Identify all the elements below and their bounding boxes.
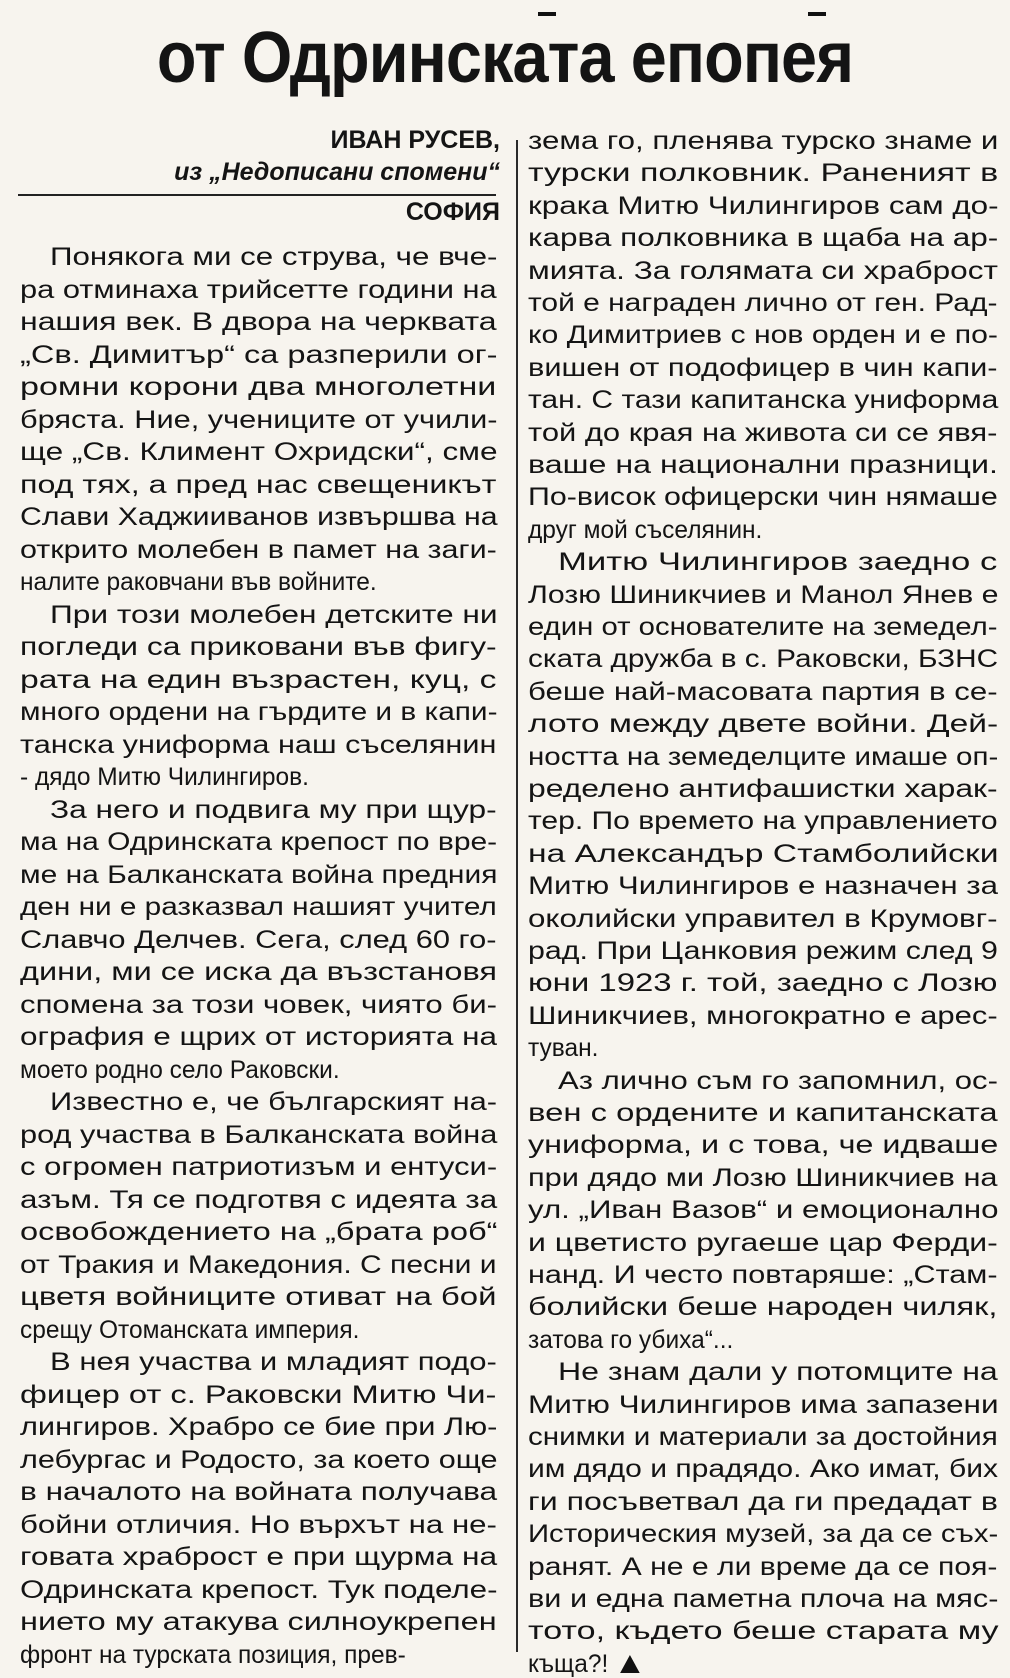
text-line: униформа, и с това, че идваше [528,1131,999,1159]
text-line: нанд. И често повтаряше: „Стам- [528,1261,998,1289]
text-line: той до края на живота си се явя- [528,419,998,447]
text-line: погледи са приковани във фигу- [20,633,497,661]
text-line: вишен от подофицер в чин капи- [528,354,998,382]
text-line: фицер от с. Раковски Митю Чи- [20,1381,497,1409]
text-line: от Тракия и Македония. С песни и [20,1251,497,1279]
text-line: говата храброст е при щурма на [20,1543,498,1571]
text-line: бойни отличия. Но върхът на не- [20,1511,497,1539]
text-line: лебургас и Родосто, за което още [20,1446,498,1474]
text-line: ме на Балканската война предния [20,861,498,889]
text-line: цветя войниците отиват на бой [20,1283,497,1311]
text-line: Митю Чилингиров има запазени [528,1391,999,1419]
text-line: Понякога ми се струва, че вче- [50,243,498,271]
text-line: „Св. Димитър“ са разперили ог- [20,341,498,369]
byline-rule [18,194,496,196]
column-divider [516,140,518,1652]
text-line: ра отминаха трийсетте години на [20,276,497,304]
text-line: турски полковник. Раненият в [528,159,999,187]
text-line: много ордени на гърдите и в капи- [20,698,498,726]
text-line: къща?! [528,1652,640,1677]
text-line: един от основателите на земедел- [528,613,998,641]
text-line: Известно е, че българският на- [50,1088,498,1116]
end-of-article-triangle-icon [620,1655,640,1673]
text-line: дини, ми се иска да възстановя [20,958,497,986]
text-line: тан. С тази капитанска униформа [528,386,999,414]
text-line: ул. „Иван Вазов“ и емоционално [528,1196,999,1224]
text-line: Слави Хаджииванов извършва на [20,503,498,531]
byline-author: ИВАН РУСЕВ, [330,126,500,154]
text-line: вен с ордените и капитанската [528,1099,998,1127]
text-line: танска униформа наш съселянин [20,731,497,759]
text-line: и цветисто ругаеше цар Ферди- [528,1229,998,1257]
text-line: болийски беше народен чиляк, [528,1293,998,1321]
text-line: крака Митю Чилингиров сам до- [528,192,999,220]
text-line: Не знам дали у потомците на [558,1358,998,1386]
text-line: фронт на турската позиция, прев- [20,1641,406,1669]
text-line: род участва в Балканската война [20,1121,498,1149]
text-line: ваше на национални празници. [528,451,998,479]
text-line: В нея участва и младият подо- [50,1348,497,1376]
text-line: бряста. Ние, учениците от учили- [20,406,498,434]
text-line: ределено антифашистки харак- [528,775,998,803]
text-line: тер. По времето на управлението [528,807,998,835]
text-line: ги посъветвал да ги предадат в [528,1488,998,1516]
text-line: друг мой съселянин. [528,516,763,544]
text-line: туван. [528,1034,599,1062]
text-line: азъм. Тя се подготвя с идеята за [20,1186,498,1214]
text-line: ската дружба в с. Раковски, БЗНС [528,645,999,673]
text-line: беше най-масовата партия в се- [528,678,998,706]
text-line: спомена за този човек, чиято би- [20,991,497,1019]
text-line: ма на Одринската крепост по вре- [20,828,498,856]
text-line: под тях, а пред нас свещеникът [20,471,497,499]
print-mark-left [538,12,556,16]
text-line: - дядо Митю Чилингиров. [20,763,309,791]
text-line: Лозю Шиникчиев и Манол Янев е [528,581,999,609]
text-line: лото между двете войни. Дей- [528,710,999,738]
byline-source: из „Недописани спомени“ [174,158,500,186]
text-line: ността на земеделците имаше оп- [528,743,999,771]
text-line: Историческия музей, за да се съх- [528,1520,999,1548]
text-line: Митю Чилингиров заедно с [558,548,998,576]
text-line: при дядо ми Лозю Шиникчиев на [528,1164,998,1192]
text-line: мията. За голямата си храброст [528,257,999,285]
text-line: ромни корони два многолетни [20,373,497,401]
text-line: лингиров. Храбро се бие при Лю- [20,1413,498,1441]
text-line: с огромен патриотизъм и ентуси- [20,1153,498,1181]
text-line: зема го, пленява турско знаме и [528,127,999,155]
text-line: ранят. А не е ли време да се поя- [528,1553,998,1581]
text-line: околийски управител в Крумовг- [528,905,998,933]
text-line: затова го убиха“... [528,1326,734,1354]
text-line: Одринската крепост. Тук поделе- [20,1576,498,1604]
text-line: рад. При Цанковия режим след 9 [528,937,998,965]
text-line: По-висок офицерски чин нямаше [528,483,998,511]
text-line: ко Димитриев с нов орден и е по- [528,321,998,349]
text-line: нашия век. В двора на черквата [20,308,497,336]
byline-city: СОФИЯ [405,198,500,226]
print-mark-right [808,12,826,16]
text-line: моето родно село Раковски. [20,1056,340,1084]
text-line: юни 1923 г. той, заедно с Лозю [528,969,998,997]
article-headline: от Одринската епопея [156,18,854,98]
text-line: Шиникчиев, многократно е арес- [528,1002,998,1030]
text-line: ви и една паметна плоча на мяс- [528,1585,999,1613]
text-line: За него и подвига му при щур- [50,796,497,824]
text-line: на Александър Стамболийски [528,840,999,868]
text-line: тото, където беше старата му [528,1617,999,1645]
text-line: нието му атакува силноукрепен [20,1608,497,1636]
text-line: той е награден лично от ген. Рад- [528,289,998,317]
text-line: открито молебен в памет на заги- [20,536,497,564]
text-line: снимки и материали за достойния [528,1423,998,1451]
text-line: Митю Чилингиров е назначен за [528,872,998,900]
text-line: ще „Св. Климент Охридски“, сме [20,438,498,466]
text-line: в началото на войната получава [20,1478,498,1506]
text-line: ден ни е разказвал нашият учител [20,893,497,921]
text-line: Аз лично съм го запомнил, ос- [558,1067,998,1095]
text-line: Славчо Делчев. Сега, след 60 го- [20,926,497,954]
text-line: При този молебен детските ни [50,601,498,629]
text-line: срещу Отоманската империя. [20,1316,360,1344]
text-line: ография е щрих от историята на [20,1023,498,1051]
text-line: налите раковчани във войните. [20,568,377,596]
text-line: карва полковника в щаба на ар- [528,224,999,252]
text-line: рата на един възрастен, куц, с [20,666,497,694]
text-line: освобождението на „брата роб“ [20,1218,498,1246]
text-line: им дядо и прадядо. Ако имат, бих [528,1455,999,1483]
